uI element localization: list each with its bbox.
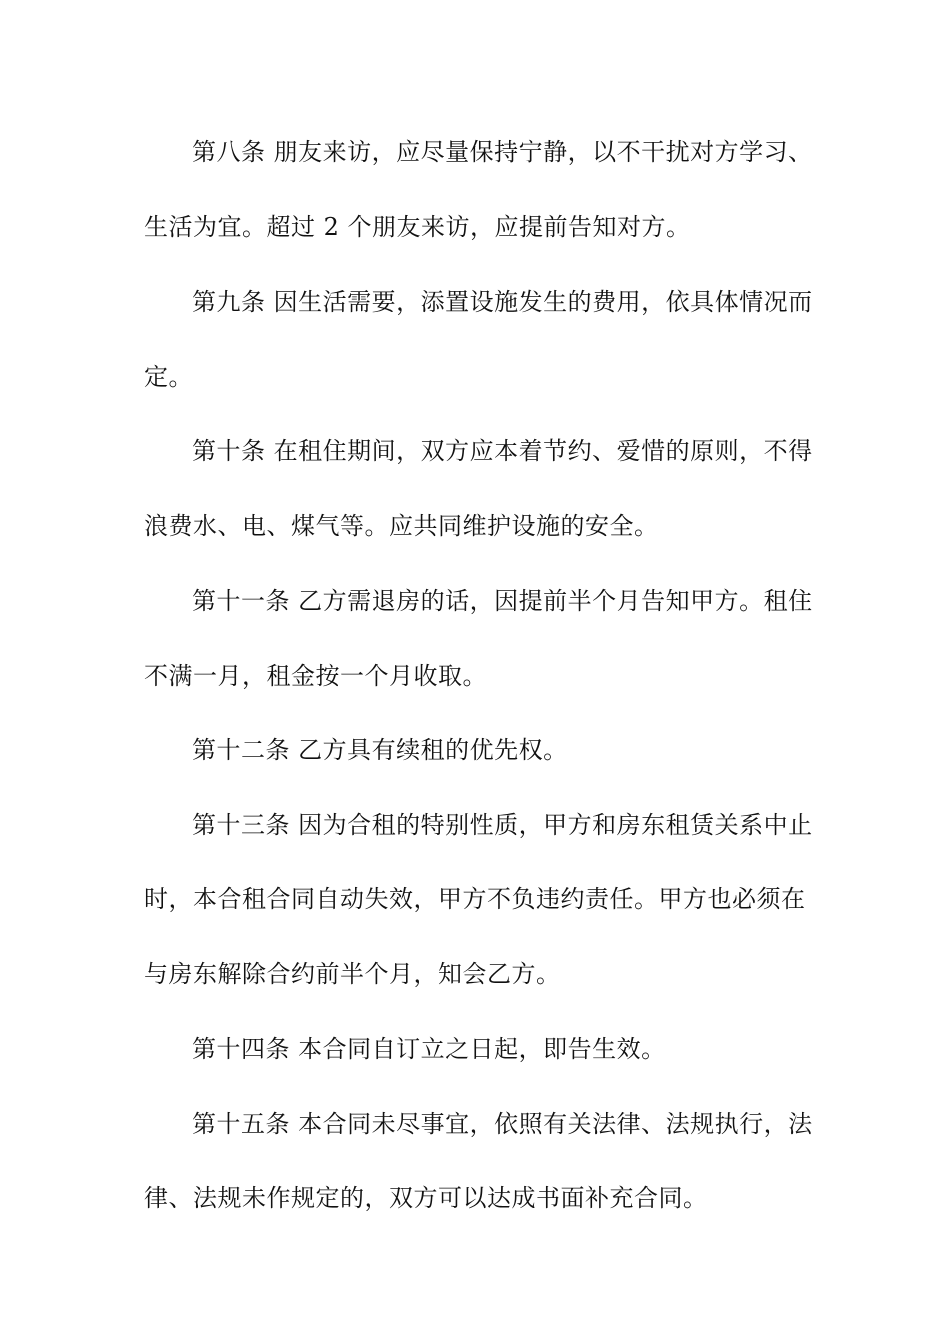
article-14-line-1: 第十四条 本合同自订立之日起，即告生效。 xyxy=(192,1035,666,1063)
article-13-line-2: 时，本合租合同自动失效，甲方不负违约责任。甲方也必须在 xyxy=(144,885,806,913)
article-15-line-1: 第十五条 本合同未尽事宜，依照有关法律、法规执行，法 xyxy=(192,1110,813,1138)
article-10-line-2: 浪费水、电、煤气等。应共同维护设施的安全。 xyxy=(144,512,659,540)
article-12-line-1: 第十二条 乙方具有续租的优先权。 xyxy=(192,736,568,764)
article-8-line-2: 生活为宜。超过 2 个朋友来访，应提前告知对方。 xyxy=(144,213,691,241)
article-13-line-1: 第十三条 因为合租的特别性质，甲方和房东租赁关系中止 xyxy=(192,811,813,839)
article-13-line-3: 与房东解除合约前半个月，知会乙方。 xyxy=(144,960,561,988)
article-11-line-1: 第十一条 乙方需退房的话，因提前半个月告知甲方。租住 xyxy=(192,587,813,615)
article-9-line-2: 定。 xyxy=(144,363,193,391)
article-10-line-1: 第十条 在租住期间，双方应本着节约、爱惜的原则，不得 xyxy=(192,437,813,465)
article-8-line-1: 第八条 朋友来访，应尽量保持宁静，以不干扰对方学习、 xyxy=(192,138,813,166)
article-11-line-2: 不满一月，租金按一个月收取。 xyxy=(144,662,487,690)
article-9-line-1: 第九条 因生活需要，添置设施发生的费用，依具体情况而 xyxy=(192,288,813,316)
article-15-line-2: 律、法规未作规定的，双方可以达成书面补充合同。 xyxy=(144,1184,708,1212)
